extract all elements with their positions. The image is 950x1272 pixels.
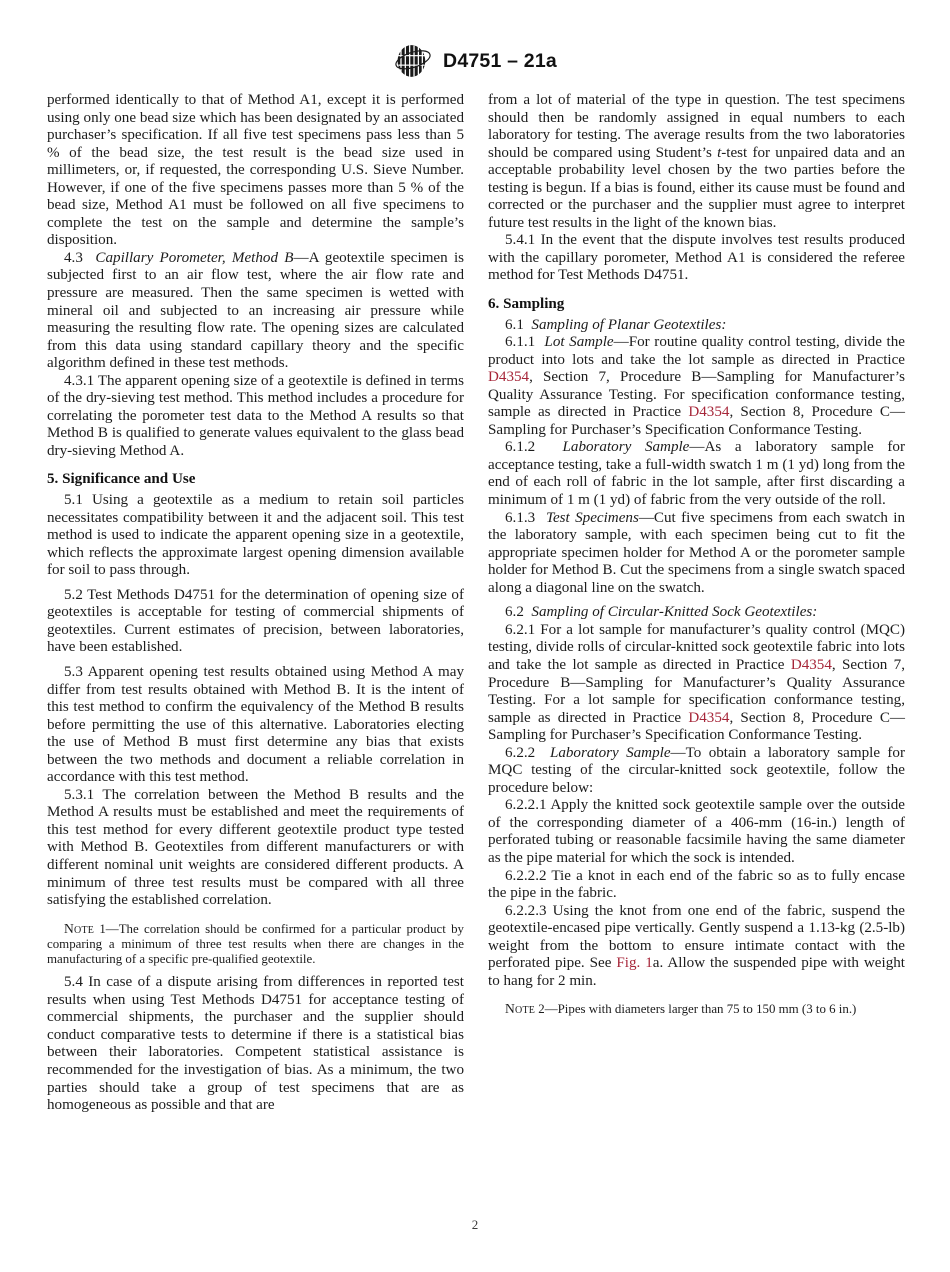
link-figure-1[interactable]: Fig. 1: [616, 955, 653, 972]
paragraph-6-1-2-title: Laboratory Sample: [562, 439, 690, 456]
note-1: [47, 921, 464, 968]
page-number: 2: [471, 1217, 479, 1232]
paragraph-6-1-2-number: 6.1.2: [505, 439, 536, 456]
paragraph-4-3-title: Capillary Porometer, Method B: [95, 249, 294, 266]
note-2-number: 2: [535, 1002, 545, 1017]
paragraph-6-2-2-3-a: 6.2.2.3 Using the knot from one end of the fabric, suspend the geotextile-encased pipe vertically. Gently suspend a 1.13-kg (2.5-lb) weight from the bottom to ensure intimate contact with the perforated pipe. See: [488, 902, 905, 972]
paragraph-4-3-number: 4.3: [64, 249, 83, 266]
paragraph-6-1-number: 6.1: [505, 316, 524, 333]
paragraph-6-1-2-body: —As a laboratory sample for acceptance testing, take a full-width swatch 1 m (1 yd) long from the end of each roll of fabric in the lot sample, after first discarding a minimum of 1 m (1 yd) of fabric from the very outside of the roll.: [488, 439, 905, 509]
body-columns: [47, 92, 905, 1115]
note-1-label: Note: [64, 920, 95, 936]
paragraph-4-2-continued: performed identically to that of Method A1, except it is performed using only one bead size which has been designated by an associated purchaser’s specification. If all five test specimens pass less than 5 % of the bead size, the test result is the bead size used in millimeters, or, if requested, the corresponding U.S. Sieve Number. However, if one of the five specimens passes more than 5 % of the bead size, Method A1 must be followed on all five specimens to complete the test on the sample and determine the sample’s disposition.: [47, 92, 464, 249]
paragraph-6-2-2-1: 6.2.2.1 Apply the knitted sock geotextile sample over the outside of the corresponding diameter of a 406-mm (16-in.) length of perforated tubing or reasonable facsimile having the same diameter as the pipe material for which the sock is intended.: [488, 797, 905, 866]
paragraph-6-1-1-title: Lot Sample: [544, 334, 614, 351]
student-t-symbol: t: [717, 144, 722, 161]
paragraph-5-4-cont-b: -test for unpaired data and an acceptable probability level chosen by the two parties before the testing is begun. If a bias is found, either its cause must be found and corrected or the purchaser and the supplier must agree to interpret future test results in the light of the known bias.: [488, 144, 905, 231]
page-footer: [0, 1216, 950, 1234]
paragraph-5-4-continued: [488, 92, 905, 232]
paragraph-5-3: 5.3 Apparent opening test results obtained using Method A may differ from test results obtained with Method B. It is the intent of this test method to confirm the equivalency of the Method B results before permitting the use of this alternative. Laboratories electing the use of Method B must first determine any bias that exists between the two methods and document a reliable correlation in accordance with this test method.: [47, 663, 464, 786]
paragraph-6-2-2-body: —To obtain a laboratory sample for MQC testing of the circular-knitted sock geotextile, follow the procedure below:: [488, 744, 905, 796]
document-designation: D4751 – 21a: [443, 49, 557, 72]
paragraph-4-3-body: —A geotextile specimen is subjected first to an air flow test, where the air flow rate and pressure are measured. Then the same specimen is wetted with mineral oil and subjected to an increasing air pressure while measuring the resulting flow rate. The opening sizes are calculated from this data using standard capillary theory and the specific algorithm defined in these test methods.: [47, 249, 465, 372]
link-practice-d4354-2[interactable]: D4354: [688, 404, 730, 421]
paragraph-6-1-1-body-b: , Section 7, Procedure B—Sampling for Manufacturer’s Quality Assurance Testing. For specification conformance testing, sample as directed in Practice: [488, 369, 905, 421]
paragraph-5-3-1: 5.3.1 The correlation between the Method B results and the Method A results must be established and meet the requirements of this test method for every different geotextile product type tested with Method B. Geotextiles from different manufacturers or with different nominal unit weights are considered different products. A minimum of three test results must be compared with all three satisfying the established correlation.: [47, 786, 464, 909]
paragraph-5-1: 5.1 Using a geotextile as a medium to retain soil particles necessitates compatibility between it and the adjacent soil. This test method is used to indicate the apparent opening size in a geotextile, which reflects the approximate largest opening dimension available for soil to pass through.: [47, 492, 464, 579]
paragraph-6-2-2-3-b: a. Allow the suspended pipe with weight to hang for 2 min.: [488, 955, 905, 989]
paragraph-5-4-1: 5.4.1 In the event that the dispute involves test results produced with the capillary porometer, Method A1 is considered the referee method for Test Methods D4751.: [488, 232, 905, 284]
astm-logo-icon: [393, 44, 433, 78]
paragraph-6-2-2-2: 6.2.2.2 Tie a knot in each end of the fabric so as to fully encase the pipe in the fabric.: [488, 867, 905, 902]
paragraph-5-2: 5.2 Test Methods D4751 for the determination of opening size of geotextiles is acceptable for testing of commercial shipments of geotextiles. Current estimates of precision, between laboratories, have been established.: [47, 586, 464, 656]
paragraph-6-1-3-body: —Cut five specimens from each swatch in the laboratory sample, with each specimen being cut to fit the appropriate specimen holder for Method A or the porometer sample holder for Method B. Cut the specimens from a single swatch spaced along a diagonal line on the swatch.: [488, 509, 905, 596]
note-1-body: —The correlation should be confirmed for a particular product by comparing a minimum of three test results when there are changes in the manufacturing of a specific pre-qualified geotextile.: [47, 921, 464, 967]
paragraph-6-1-1-body-c: , Section 8, Procedure C—Sampling for Purchaser’s Specification Conformance Testing.: [488, 404, 905, 438]
note-2: [488, 1001, 905, 1017]
link-practice-d4354-3[interactable]: D4354: [790, 656, 832, 673]
paragraph-6-1-2: [488, 439, 905, 509]
paragraph-6-2-2-title: Laboratory Sample: [549, 744, 671, 761]
paragraph-6-1-3-number: 6.1.3: [505, 509, 536, 526]
note-2-body: —Pipes with diameters larger than 75 to 150 mm (3 to 6 in.): [544, 1002, 857, 1017]
paragraph-6-2-2: [488, 745, 905, 798]
link-practice-d4354-4[interactable]: D4354: [688, 709, 730, 726]
paragraph-6-2-title: Sampling of Circular-Knitted Sock Geotextiles:: [531, 604, 818, 621]
heading-section-6: 6. Sampling: [488, 296, 565, 313]
heading-section-5: 5. Significance and Use: [47, 471, 196, 488]
right-column: [488, 92, 905, 1115]
paragraph-6-1-3: [488, 510, 905, 598]
paragraph-4-3: [47, 250, 464, 373]
link-practice-d4354-1[interactable]: D4354: [488, 369, 530, 386]
paragraph-6-1: [488, 317, 905, 335]
note-1-number: 1: [94, 921, 106, 936]
note-2-label: Note: [505, 1001, 536, 1017]
paragraph-6-2-1-body-a: 6.2.1 For a lot sample for manufacturer’s quality control (MQC) testing, divide rolls of circular-knitted sock geotextile fabric into lots and take the lot sample as directed in Practice: [488, 621, 905, 673]
paragraph-5-4: 5.4 In case of a dispute arising from differences in reported test results when using Test Methods D4751 for acceptance testing of commercial shipments, the purchaser and the supplier should conduct comparative tests to determine if there is a statistical bias between their laboratories. Competent statistical assistance is recommended for the investigation of bias. As a minimum, the two parties should take a group of test specimens that are as homogeneous as possible and that are: [47, 974, 464, 1114]
paragraph-5-4-cont-a: from a lot of material of the type in question. The test specimens should then be randomly assigned in equal numbers to each laboratory for testing. The average results from the two laboratories should be compared using Student’s: [488, 92, 905, 161]
page-header: [0, 44, 950, 78]
paragraph-6-1-3-title: Test Specimens: [545, 509, 639, 526]
paragraph-6-2: [488, 604, 905, 622]
paragraph-6-2-2-3: [488, 903, 905, 991]
paragraph-6-1-title: Sampling of Planar Geotextiles:: [531, 316, 727, 333]
left-column: [47, 92, 464, 1115]
paragraph-6-1-1-body-a: —For routine quality control testing, divide the product into lots and take the lot sample as directed in Practice: [488, 334, 905, 368]
paragraph-6-1-1-number: 6.1.1: [505, 334, 536, 351]
paragraph-6-2-2-number: 6.2.2: [505, 744, 536, 761]
paragraph-6-2-1-body-b: , Section 7, Procedure B—Sampling for Manufacturer’s Quality Assurance Testing. For a lot sample for specification conformance testing, sample as directed in Practice: [488, 656, 905, 726]
paragraph-6-2-number: 6.2: [505, 604, 524, 621]
paragraph-6-2-1-body-c: , Section 8, Procedure C—Sampling for Purchaser’s Specification Conformance Testing.: [488, 709, 905, 744]
paragraph-6-2-1: [488, 622, 905, 745]
paragraph-4-3-1: 4.3.1 The apparent opening size of a geotextile is defined in terms of the dry-sieving test method. This method includes a procedure for correlating the porometer test data to the Method A results so that Method B is qualified to generate values equivalent to the glass bead dry-sieving Method A.: [47, 372, 464, 459]
paragraph-6-1-1: [488, 334, 905, 439]
